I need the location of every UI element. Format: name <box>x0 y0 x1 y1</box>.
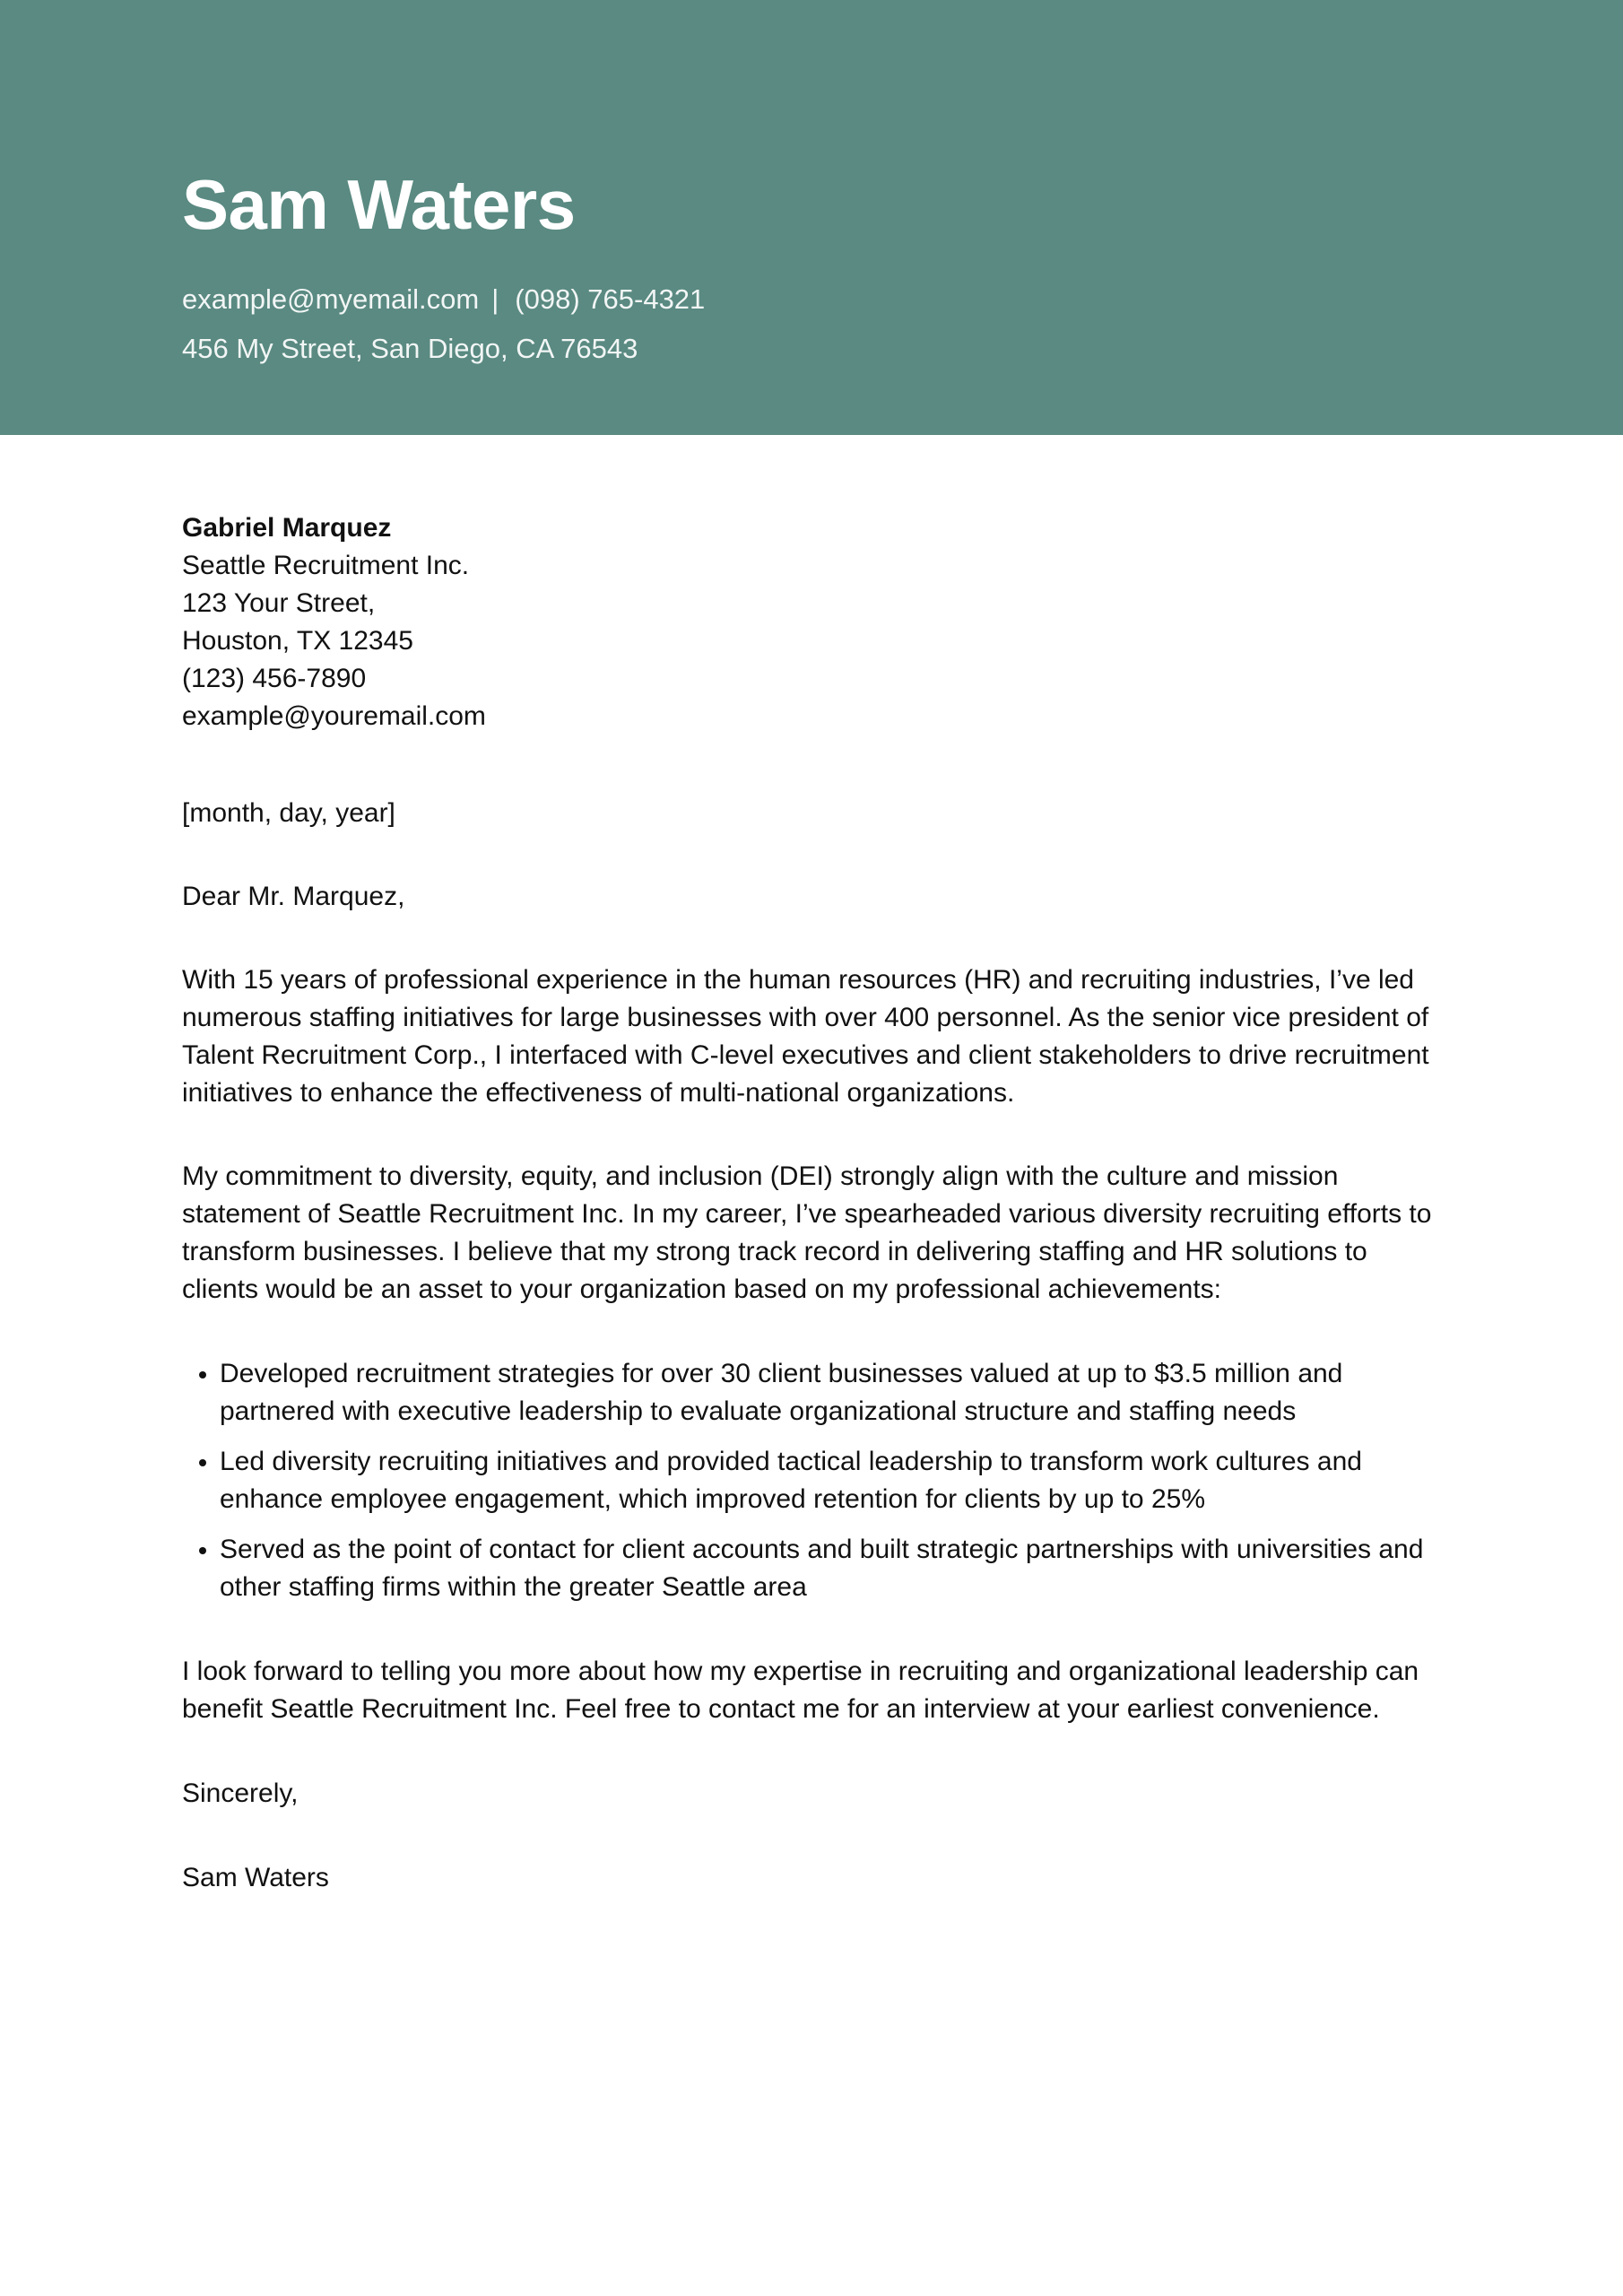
sender-phone: (098) 765-4321 <box>515 283 706 315</box>
recipient-block <box>182 509 1437 735</box>
recipient-city: Houston, TX 12345 <box>182 626 413 656</box>
signature: Sam Waters <box>182 1863 329 1892</box>
closing-paragraph: I look forward to telling you more about how my expertise in recruiting and organizational leadership can benefit Seattle Recruitment Inc. Feel free to contact me for an interview at your earliest convenience. <box>182 1657 1419 1724</box>
list-item: • Served as the point of contact for client accounts and built strategic partnerships with universities and other staffing firms within the greater Seattle area <box>220 1531 1448 1606</box>
letter-date: [month, day, year] <box>182 798 395 828</box>
sender-name: Sam Waters <box>182 165 576 244</box>
achievements-list <box>182 1355 1448 1606</box>
body-paragraph: My commitment to diversity, equity, and inclusion (DEI) strongly align with the culture and mission statement of Seattle Recruitment Inc. In my career, I’ve spearheaded various diversity recruiting efforts to transform businesses. I believe that my strong track record in delivering staffing and HR solutions to clients would be an asset to your organization based on my professional achievements: <box>182 1161 1432 1304</box>
letter-body <box>182 509 1437 1897</box>
greeting: Dear Mr. Marquez, <box>182 882 405 911</box>
list-item: • Developed recruitment strategies for over 30 client businesses valued at up to $3.5 million and partnered with executive leadership to evaluate organizational structure and staffing needs <box>220 1355 1448 1431</box>
recipient-name: Gabriel Marquez <box>182 513 392 543</box>
recipient-phone: (123) 456-7890 <box>182 664 367 693</box>
signoff: Sincerely, <box>182 1779 299 1808</box>
body-paragraph: With 15 years of professional experience in the human resources (HR) and recruiting industries, I’ve led numerous staffing initiatives for large businesses with over 400 personnel. As the senior vice president of Talent Recruitment Corp., I interfaced with C-level executives and client stakeholders to drive recruitment initiatives to enhance the effectiveness of multi-national organizations. <box>182 965 1429 1108</box>
sender-email: example@myemail.com <box>182 283 480 315</box>
recipient-company: Seattle Recruitment Inc. <box>182 551 470 580</box>
list-item: • Led diversity recruiting initiatives and provided tactical leadership to transform work cultures and enhance employee engagement, which improved retention for clients by up to 25% <box>220 1443 1448 1518</box>
recipient-email: example@youremail.com <box>182 701 486 731</box>
recipient-street: 123 Your Street, <box>182 588 376 618</box>
contact-separator: | <box>491 283 499 315</box>
sender-contact-line <box>182 282 705 317</box>
sender-address: 456 My Street, San Diego, CA 76543 <box>182 333 638 364</box>
letter-header <box>0 0 1623 435</box>
